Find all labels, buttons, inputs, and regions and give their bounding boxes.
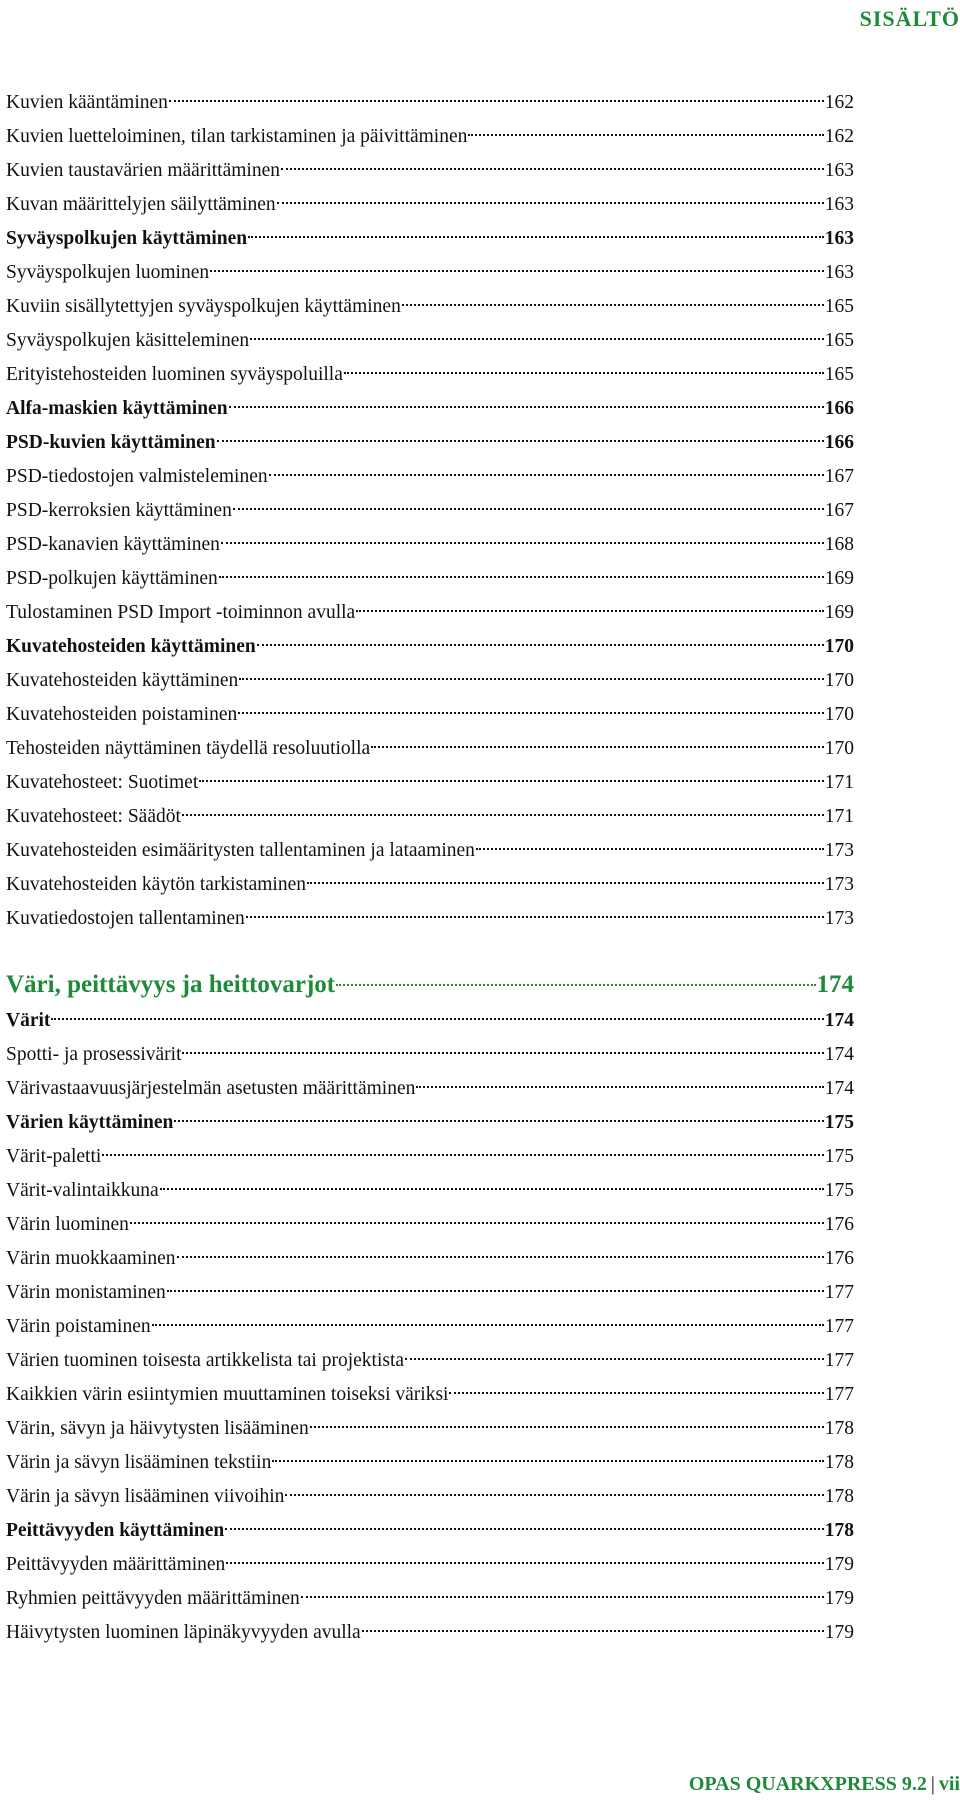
toc-dot-leader bbox=[476, 848, 824, 850]
toc-entry[interactable] bbox=[6, 256, 854, 290]
toc-entry[interactable] bbox=[6, 1582, 854, 1616]
toc-entry[interactable] bbox=[6, 1344, 854, 1378]
toc-entry[interactable] bbox=[6, 86, 854, 120]
toc-entry-label: Kaikkien värin esiintymien muuttaminen toiseksi väriksi bbox=[6, 1384, 449, 1405]
toc-entry-page-number: 177 bbox=[824, 1350, 854, 1371]
toc-entry-page-number: 175 bbox=[824, 1112, 854, 1133]
toc-dot-leader bbox=[336, 984, 815, 986]
toc-entry-page-number: 175 bbox=[824, 1180, 854, 1201]
toc-dot-leader bbox=[272, 1460, 823, 1462]
toc-entry-label: Värin monistaminen bbox=[6, 1282, 166, 1303]
toc-entry-page-number: 163 bbox=[824, 228, 854, 249]
toc-entry-label: Tehosteiden näyttäminen täydellä resoluutiolla bbox=[6, 738, 371, 759]
toc-entry[interactable] bbox=[6, 426, 854, 460]
toc-entry[interactable] bbox=[6, 596, 854, 630]
toc-entry-page-number: 166 bbox=[824, 398, 854, 419]
toc-entry-label: Kuvatehosteet: Suotimet bbox=[6, 772, 199, 793]
page-footer bbox=[689, 1773, 960, 1796]
toc-entry-label: Syväyspolkujen käsitteleminen bbox=[6, 330, 250, 351]
toc-dot-leader bbox=[362, 1630, 824, 1632]
toc-entry[interactable] bbox=[6, 1310, 854, 1344]
toc-entry-page-number: 170 bbox=[824, 636, 854, 657]
toc-entry-label: Kuvan määrittelyjen säilyttäminen bbox=[6, 194, 276, 215]
toc-dot-leader bbox=[416, 1086, 823, 1088]
toc-dot-leader bbox=[257, 644, 824, 646]
toc-entry-label: PSD-tiedostojen valmisteleminen bbox=[6, 466, 268, 487]
toc-dot-leader bbox=[277, 202, 824, 204]
toc-entry-page-number: 173 bbox=[824, 908, 854, 929]
toc-dot-leader bbox=[285, 1494, 823, 1496]
toc-entry-label: Värin ja sävyn lisääminen tekstiin bbox=[6, 1452, 272, 1473]
toc-dot-leader bbox=[248, 236, 824, 238]
toc-entry-label: Häivytysten luominen läpinäkyvyyden avulla bbox=[6, 1622, 361, 1643]
toc-entry-page-number: 178 bbox=[824, 1452, 854, 1473]
toc-entry[interactable] bbox=[6, 766, 854, 800]
toc-entry-page-number: 170 bbox=[824, 704, 854, 725]
toc-dot-leader bbox=[246, 916, 824, 918]
toc-entry-label: Värien käyttäminen bbox=[6, 1112, 174, 1133]
toc-entry[interactable] bbox=[6, 630, 854, 664]
toc-entry-label: Värin muokkaaminen bbox=[6, 1248, 176, 1269]
toc-entry[interactable] bbox=[6, 1208, 854, 1242]
toc-entry[interactable] bbox=[6, 1616, 854, 1650]
toc-entry[interactable] bbox=[6, 460, 854, 494]
toc-entry-label: Syväyspolkujen luominen bbox=[6, 262, 210, 283]
toc-entry[interactable] bbox=[6, 1004, 854, 1038]
toc-dot-leader bbox=[51, 1018, 823, 1020]
toc-entry[interactable] bbox=[6, 1378, 854, 1412]
toc-entry-label: Peittävyyden määrittäminen bbox=[6, 1554, 226, 1575]
toc-dot-leader bbox=[199, 780, 823, 782]
toc-entry-page-number: 169 bbox=[824, 568, 854, 589]
toc-entry[interactable] bbox=[6, 1038, 854, 1072]
toc-entry-page-number: 167 bbox=[824, 500, 854, 521]
toc-entry-label: Spotti- ja prosessivärit bbox=[6, 1044, 182, 1065]
toc-entry-label: PSD-polkujen käyttäminen bbox=[6, 568, 218, 589]
toc-entry-page-number: 163 bbox=[824, 262, 854, 283]
toc-entry-label: Kuvatiedostojen tallentaminen bbox=[6, 908, 245, 929]
toc-entry-label: Kuvatehosteiden esimääritysten tallentaminen ja lataaminen bbox=[6, 840, 475, 861]
toc-entry-page-number: 165 bbox=[824, 330, 854, 351]
toc-entry-page-number: 167 bbox=[824, 466, 854, 487]
toc-entry-label: Erityistehosteiden luominen syväyspoluilla bbox=[6, 364, 343, 385]
toc-entry[interactable] bbox=[6, 834, 854, 868]
toc-entry-label: Syväyspolkujen käyttäminen bbox=[6, 228, 248, 249]
toc-dot-leader bbox=[219, 576, 824, 578]
toc-entry-label: Värit bbox=[6, 1010, 51, 1031]
toc-entry-label: Värien tuominen toisesta artikkelista tai projektista bbox=[6, 1350, 405, 1371]
toc-entry[interactable] bbox=[6, 154, 854, 188]
toc-entry-label: Värin ja sävyn lisääminen viivoihin bbox=[6, 1486, 285, 1507]
toc-entry-label: Värit-valintaikkuna bbox=[6, 1180, 159, 1201]
toc-entry-label: PSD-kanavien käyttäminen bbox=[6, 534, 220, 555]
toc-dot-leader bbox=[356, 610, 824, 612]
toc-dot-leader bbox=[233, 508, 824, 510]
toc-dot-leader bbox=[301, 1596, 824, 1598]
toc-dot-leader bbox=[269, 474, 824, 476]
toc-entry-page-number: 174 bbox=[824, 1010, 854, 1031]
toc-entry-label: Alfa-maskien käyttäminen bbox=[6, 398, 228, 419]
toc-entry-label: Peittävyyden käyttäminen bbox=[6, 1520, 225, 1541]
toc-entry[interactable] bbox=[6, 732, 854, 766]
toc-entry-page-number: 174 bbox=[816, 971, 854, 998]
toc-dot-leader bbox=[344, 372, 824, 374]
toc-dot-leader bbox=[229, 406, 824, 408]
toc-entry-label: Kuvien luetteloiminen, tilan tarkistaminen ja päivittäminen bbox=[6, 126, 468, 147]
toc-entry[interactable] bbox=[6, 324, 854, 358]
toc-entry[interactable] bbox=[6, 188, 854, 222]
toc-dot-leader bbox=[217, 440, 824, 442]
toc-entry-label: Kuvatehosteiden käytön tarkistaminen bbox=[6, 874, 307, 895]
toc-entry[interactable] bbox=[6, 528, 854, 562]
toc-dot-leader bbox=[182, 1052, 823, 1054]
toc-entry[interactable] bbox=[6, 562, 854, 596]
toc-entry-page-number: 170 bbox=[824, 670, 854, 691]
toc-entry-label: Tulostaminen PSD Import -toiminnon avulla bbox=[6, 602, 356, 623]
toc-entry-label: Kuvatehosteet: Säädöt bbox=[6, 806, 181, 827]
toc-entry-label: Värin poistaminen bbox=[6, 1316, 151, 1337]
toc-entry-label: Värit-paletti bbox=[6, 1146, 102, 1167]
toc-dot-leader bbox=[239, 678, 823, 680]
toc-dot-leader bbox=[174, 1120, 823, 1122]
toc-entry-page-number: 179 bbox=[824, 1554, 854, 1575]
toc-entry-page-number: 177 bbox=[824, 1316, 854, 1337]
toc-entry-page-number: 173 bbox=[824, 874, 854, 895]
toc-entry[interactable] bbox=[6, 1446, 854, 1480]
toc-entry-page-number: 162 bbox=[824, 126, 854, 147]
toc-entry-page-number: 176 bbox=[824, 1248, 854, 1269]
toc-dot-leader bbox=[167, 1290, 824, 1292]
toc-entry-page-number: 179 bbox=[824, 1588, 854, 1609]
toc-dot-leader bbox=[102, 1154, 823, 1156]
toc-entry[interactable] bbox=[6, 664, 854, 698]
toc-entry-page-number: 170 bbox=[824, 738, 854, 759]
toc-entry[interactable] bbox=[6, 1412, 854, 1446]
toc-dot-leader bbox=[405, 1358, 824, 1360]
toc-entry-page-number: 165 bbox=[824, 364, 854, 385]
toc-dot-leader bbox=[226, 1562, 823, 1564]
toc-entry[interactable] bbox=[6, 800, 854, 834]
toc-entry-page-number: 163 bbox=[824, 160, 854, 181]
toc-entry-label: Värivastaavuusjärjestelmän asetusten määrittäminen bbox=[6, 1078, 416, 1099]
toc-entry[interactable] bbox=[6, 1106, 854, 1140]
toc-entry-page-number: 178 bbox=[824, 1486, 854, 1507]
toc-entry-page-number: 174 bbox=[824, 1044, 854, 1065]
toc-entry[interactable] bbox=[6, 494, 854, 528]
toc-entry-label: Värin luominen bbox=[6, 1214, 129, 1235]
toc-dot-leader bbox=[152, 1324, 824, 1326]
toc-dot-leader bbox=[468, 134, 823, 136]
toc-dot-leader bbox=[169, 100, 824, 102]
toc-chapter-entry[interactable] bbox=[6, 966, 854, 1004]
toc-entry-label: Kuviin sisällytettyjen syväyspolkujen käyttäminen bbox=[6, 296, 401, 317]
toc-entry[interactable] bbox=[6, 1072, 854, 1106]
toc-entry[interactable] bbox=[6, 392, 854, 426]
toc-entry[interactable] bbox=[6, 120, 854, 154]
toc-dot-leader bbox=[402, 304, 824, 306]
toc-entry-label: Väri, peittävyys ja heittovarjot bbox=[6, 971, 336, 998]
toc-entry-page-number: 168 bbox=[824, 534, 854, 555]
toc-entry-label: Kuvien taustavärien määrittäminen bbox=[6, 160, 280, 181]
toc-entry[interactable] bbox=[6, 222, 854, 256]
toc-entry-page-number: 179 bbox=[824, 1622, 854, 1643]
toc-entry-page-number: 173 bbox=[824, 840, 854, 861]
toc-entry[interactable] bbox=[6, 1480, 854, 1514]
toc-entry[interactable] bbox=[6, 358, 854, 392]
toc-entry-page-number: 165 bbox=[824, 296, 854, 317]
toc-dot-leader bbox=[307, 882, 824, 884]
toc-dot-leader bbox=[160, 1188, 824, 1190]
toc-entry-label: Kuvatehosteiden poistaminen bbox=[6, 704, 238, 725]
toc-entry-label: PSD-kuvien käyttäminen bbox=[6, 432, 216, 453]
toc-entry-page-number: 178 bbox=[824, 1418, 854, 1439]
toc-entry-page-number: 163 bbox=[824, 194, 854, 215]
toc-dot-leader bbox=[225, 1528, 823, 1530]
footer-separator: | bbox=[930, 1773, 935, 1795]
toc-dot-leader bbox=[310, 1426, 824, 1428]
toc-dot-leader bbox=[210, 270, 824, 272]
toc-entry-label: Kuvatehosteiden käyttäminen bbox=[6, 670, 239, 691]
toc-entry[interactable] bbox=[6, 1174, 854, 1208]
footer-page-number: vii bbox=[938, 1773, 960, 1795]
toc-entry-page-number: 178 bbox=[824, 1520, 854, 1541]
toc-entry-page-number: 166 bbox=[824, 432, 854, 453]
toc-entry[interactable] bbox=[6, 1514, 854, 1548]
toc-entry-page-number: 162 bbox=[824, 92, 854, 113]
toc-entry-label: Kuvatehosteiden käyttäminen bbox=[6, 636, 256, 657]
toc-entry-label: Kuvien kääntäminen bbox=[6, 92, 168, 113]
table-of-contents bbox=[6, 86, 854, 1650]
toc-entry-page-number: 171 bbox=[824, 772, 854, 793]
footer-title: OPAS QUARKXPRESS 9.2 bbox=[688, 1773, 927, 1795]
toc-entry[interactable] bbox=[6, 1242, 854, 1276]
toc-dot-leader bbox=[182, 814, 824, 816]
toc-entry[interactable] bbox=[6, 290, 854, 324]
toc-dot-leader bbox=[250, 338, 824, 340]
toc-entry[interactable] bbox=[6, 868, 854, 902]
toc-entry[interactable] bbox=[6, 902, 854, 936]
toc-dot-leader bbox=[281, 168, 824, 170]
toc-entry-page-number: 174 bbox=[824, 1078, 854, 1099]
toc-entry-page-number: 176 bbox=[824, 1214, 854, 1235]
toc-entry-page-number: 171 bbox=[824, 806, 854, 827]
toc-entry[interactable] bbox=[6, 1548, 854, 1582]
toc-dot-leader bbox=[371, 746, 824, 748]
toc-entry-page-number: 175 bbox=[824, 1146, 854, 1167]
toc-entry-page-number: 177 bbox=[824, 1384, 854, 1405]
toc-dot-leader bbox=[449, 1392, 823, 1394]
page-header-title: SISÄLTÖ bbox=[859, 6, 960, 31]
toc-entry-label: Ryhmien peittävyyden määrittäminen bbox=[6, 1588, 300, 1609]
toc-dot-leader bbox=[238, 712, 824, 714]
toc-dot-leader bbox=[130, 1222, 824, 1224]
toc-entry-label: Värin, sävyn ja häivytysten lisääminen bbox=[6, 1418, 309, 1439]
toc-dot-leader bbox=[221, 542, 824, 544]
toc-entry[interactable] bbox=[6, 1140, 854, 1174]
toc-entry-page-number: 177 bbox=[824, 1282, 854, 1303]
toc-entry[interactable] bbox=[6, 1276, 854, 1310]
toc-dot-leader bbox=[177, 1256, 824, 1258]
toc-entry-label: PSD-kerroksien käyttäminen bbox=[6, 500, 232, 521]
toc-entry[interactable] bbox=[6, 698, 854, 732]
toc-entry-page-number: 169 bbox=[824, 602, 854, 623]
